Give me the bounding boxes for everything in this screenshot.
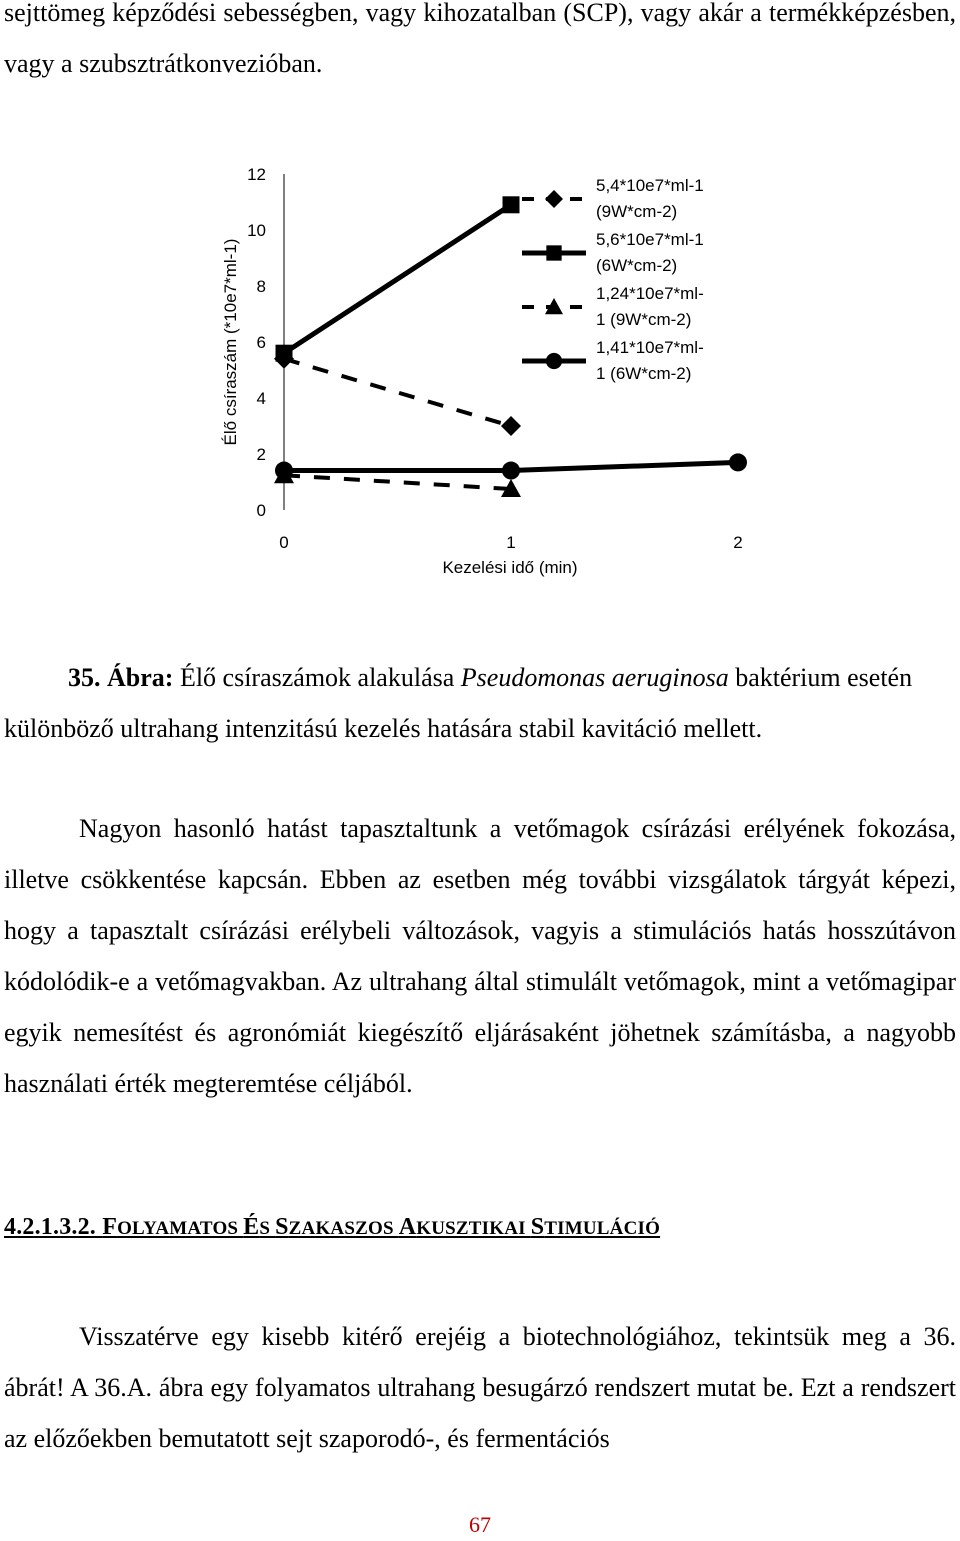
chart-svg (0, 150, 960, 590)
data-point (729, 453, 747, 471)
section-title (102, 1214, 660, 1240)
legend-label: 5,4*10e7*ml-1 (596, 176, 704, 195)
legend-label: 5,6*10e7*ml-1 (596, 230, 704, 249)
section-title-part: A (398, 1214, 417, 1240)
section-title-part: OLYAMATOS (117, 1218, 244, 1239)
section-title-part: S (259, 1218, 276, 1239)
legend-marker (546, 353, 562, 369)
figure-35-chart (0, 150, 960, 590)
caption-text-2: baktérium esetén különböző ultrahang intenzitású kezelés hatására stabil kavitáció mellett. (4, 663, 913, 743)
series-line (284, 359, 511, 426)
legend-label: 1,41*10e7*ml- (596, 338, 704, 357)
page-number: 67 (469, 1512, 491, 1537)
caption-species: Pseudomonas aeruginosa (460, 663, 729, 692)
data-point (502, 462, 520, 480)
y-tick-label: 6 (256, 333, 266, 352)
x-tick-label: 0 (279, 533, 289, 552)
y-tick-label: 8 (256, 277, 266, 296)
data-point (503, 196, 520, 213)
x-tick-label: 1 (506, 533, 516, 552)
section-title-part: É (243, 1214, 260, 1240)
top-paragraph: sejttömeg képződési sebességben, vagy kihozatalban (SCP), vagy akár a termékképzésben, vagy a szubsztrátkonvezióban. (4, 0, 956, 78)
y-axis-label: Élő csíraszám (*10e7*ml-1) (221, 238, 240, 446)
body-paragraph-1: Nagyon hasonló hatást tapasztaltunk a vetőmagok csírázási erélyének fokozása, illetve csökkentése kapcsán. Ebben az esetben még további vizsgálatok tárgyát képezi, hogy a tapasztalt csírázási erélybeli változások, vagyis a stimulációs hatás hosszútávon kódolódik-e a vetőmagvakban. Az ultrahang által stimulált vetőmagok, mint a vetőmagipar egyik nemesítést és agronómiát kiegészítő eljárásaként jöhetnek számításba, a nagyobb használati érték megteremtése céljából. (4, 814, 956, 1098)
legend-label: 1 (9W*cm-2) (596, 310, 692, 329)
section-title-part: TIMULÁCIÓ (544, 1218, 661, 1239)
legend-label: 1,24*10e7*ml- (596, 284, 704, 303)
legend-marker (545, 190, 563, 208)
section-title-part: S (275, 1214, 289, 1240)
section-title-part: F (102, 1214, 118, 1240)
y-tick-label: 4 (256, 389, 266, 408)
caption-text-1: Élő csíraszámok alakulása (173, 663, 461, 692)
data-point (275, 462, 293, 480)
y-tick-label: 10 (247, 221, 266, 240)
data-point (501, 416, 521, 436)
legend-label: (9W*cm-2) (596, 202, 678, 221)
section-heading (4, 1214, 660, 1241)
data-point (276, 345, 293, 362)
legend-label: (6W*cm-2) (596, 256, 678, 275)
x-tick-label: 2 (733, 533, 743, 552)
series-line (284, 205, 511, 353)
series-line (284, 475, 511, 489)
legend-marker (546, 245, 561, 260)
section-title-part: S (530, 1214, 545, 1240)
section-title-part: ZAKASZOS (288, 1218, 399, 1239)
y-tick-label: 2 (256, 445, 266, 464)
caption-number: 35. Ábra: (68, 663, 174, 692)
y-tick-label: 12 (247, 165, 266, 184)
body-paragraph-2: Visszatérve egy kisebb kitérő erejéig a biotechnológiához, tekintsük meg a 36. ábrát! A 36.A. ábra egy folyamatos ultrahang besugárzó rendszert mutat be. Ezt a rendszert az előzőekben bemutatott sejt szaporodó-, és fermentációs (4, 1322, 956, 1453)
y-tick-label: 0 (256, 501, 266, 520)
x-axis-label: Kezelési idő (min) (442, 558, 578, 577)
legend-label: 1 (6W*cm-2) (596, 364, 692, 383)
section-number: 4.2.1.3.2. (4, 1214, 96, 1240)
section-title-part: KUSZTIKAI (416, 1218, 531, 1239)
figure-caption (4, 652, 956, 754)
